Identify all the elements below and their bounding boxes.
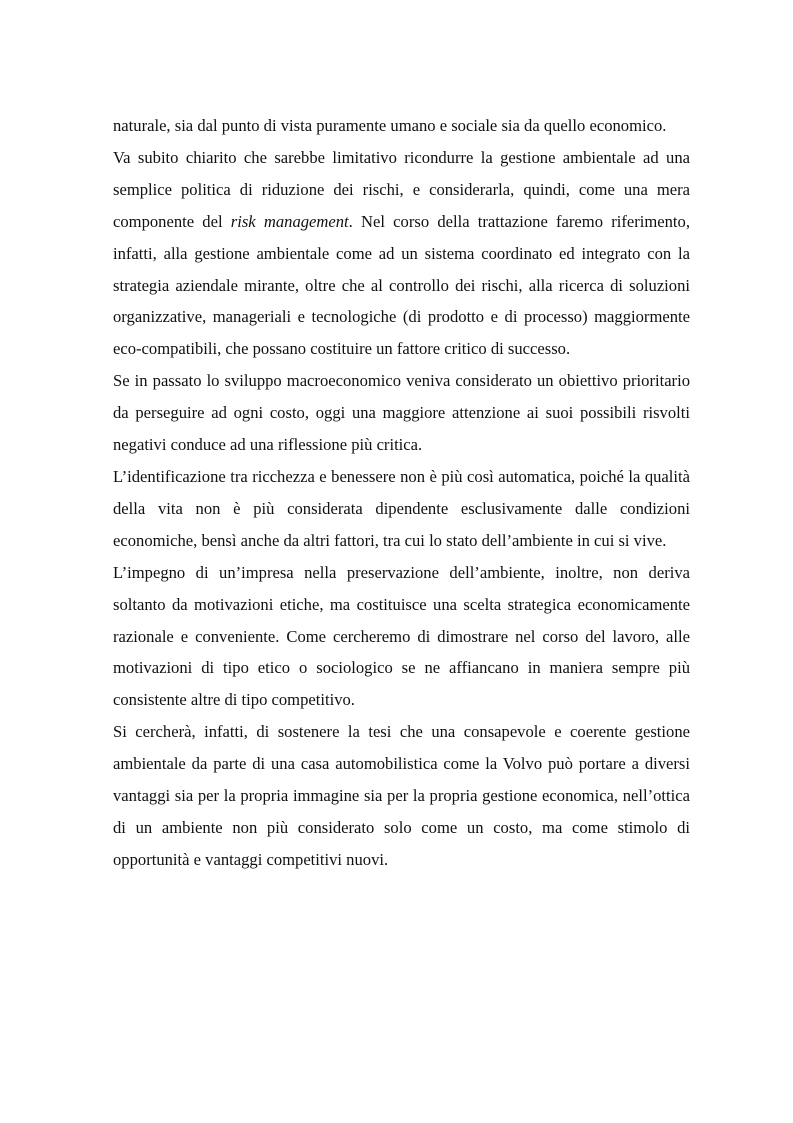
paragraph-1: naturale, sia dal punto di vista puramente umano e sociale sia da quello economico. [113,116,667,135]
paragraph-2-rest: . Nel corso della trattazione faremo riferimento, infatti, alla gestione ambientale come ad un sistema coordinato ed integrato con la strategia aziendale mirante, oltre che al controllo dei rischi, alla ricerca di soluzioni organizzative, manageriali e tecnologiche (di prodotto e di processo) maggiormente eco-compatibili, che possano costituire un fattore critico di successo. [113,211,690,359]
risk-management-term: risk management [230,211,349,231]
paragraph-2 [113,142,690,365]
document-body [113,110,690,876]
paragraph-5: L’impegno di un’impresa nella preservazione dell’ambiente, inoltre, non deriva soltanto da motivazioni etiche, ma costituisce una scelta strategica economicamente razionale e conveniente. Come cercheremo di dimostrare nel corso del lavoro, alle motivazioni di tipo etico o sociologico se ne affiancano in maniera sempre più consistente altre di tipo competitivo. [113,562,690,710]
paragraph-4: L’identificazione tra ricchezza e benessere non è più così automatica, poiché la qualità della vita non è più considerata dipendente esclusivamente dalle condizioni economiche, bensì anche da altri fattori, tra cui lo stato dell’ambiente in cui si vive. [113,466,690,550]
paragraph-6: Si cercherà, infatti, di sostenere la tesi che una consapevole e coerente gestione ambientale da parte di una casa automobilistica come la Volvo può portare a diversi vantaggi sia per la propria immagine sia per la propria gestione economica, nell’ottica di un ambiente non più considerato solo come un costo, ma come stimolo di opportunità e vantaggi competitivi nuovi. [113,722,690,869]
paragraph-3: Se in passato lo sviluppo macroeconomico veniva considerato un obiettivo prioritario da perseguire ad ogni costo, oggi una maggiore attenzione ai suoi possibili risvolti negativi conduce ad una riflessione più critica. [113,371,690,455]
paragraph-2-lead: Va subito chiarito che sarebbe limitativo ricondurre la gestione ambientale ad una semplice politica di riduzione dei rischi, e considerarla, quindi, come una mera componente del [113,147,690,231]
